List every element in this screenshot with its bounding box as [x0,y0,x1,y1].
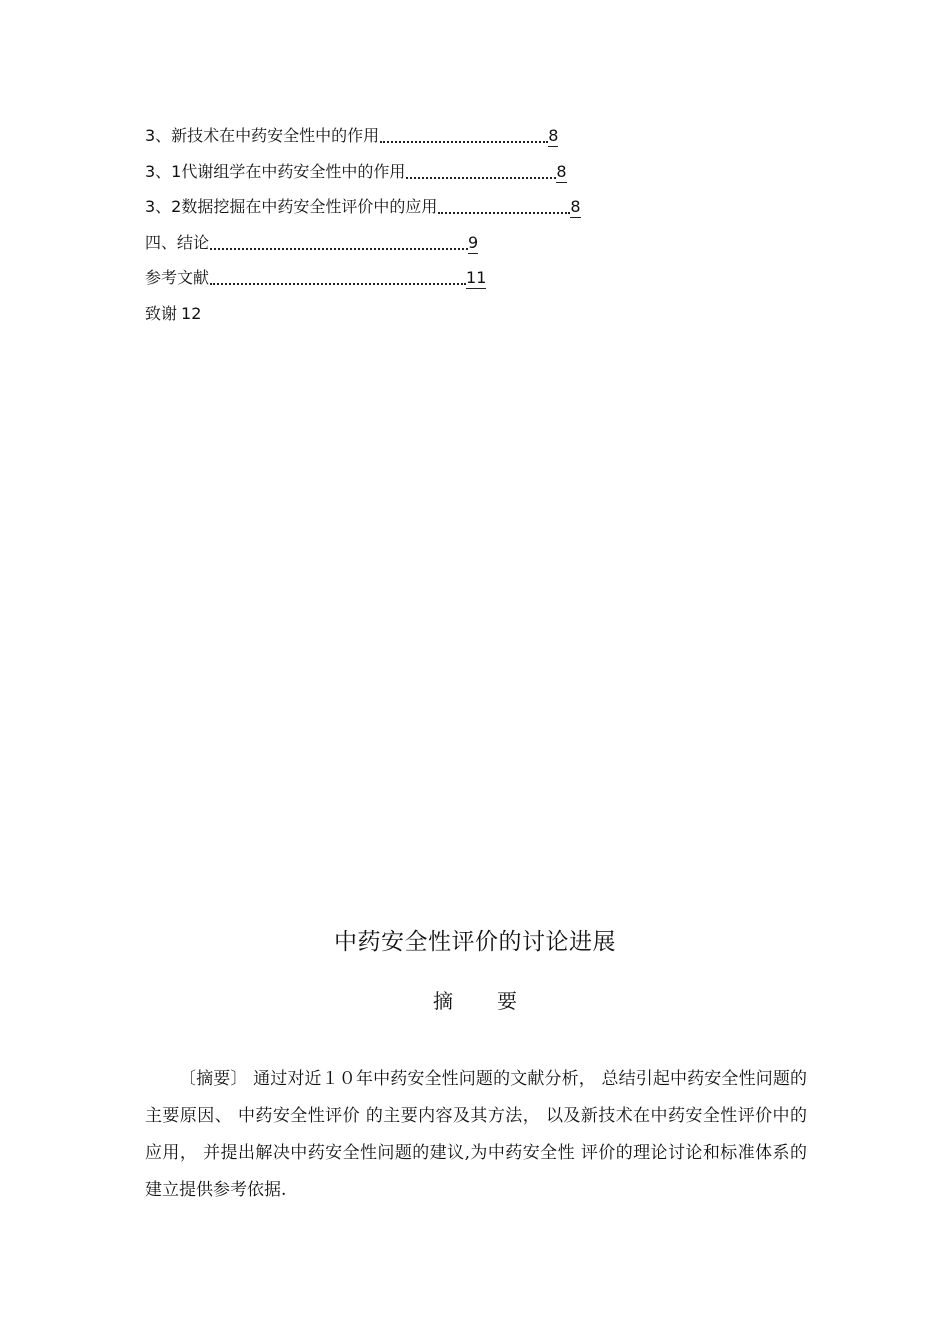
toc-entry-new-tech[interactable] [145,124,745,160]
table-of-contents [145,124,745,337]
toc-leader-dots [380,124,548,143]
toc-entry-page: 8 [548,126,559,145]
toc-entry-label: 3、新技术在中药安全性中的作用 [145,126,380,145]
toc-entry-references[interactable] [145,266,745,302]
abstract-heading [0,985,950,1017]
toc-entry-page: 8 [570,197,581,216]
toc-leader-dots [406,160,556,179]
abstract-paragraph: 〔摘要〕 通过对近１０年中药安全性问题的文献分析， 总结引起中药安全性问题的主要原因、 中药安全性评价 的主要内容及其方法， 以及新技术在中药安全性评价中的应用， 并提出解决中药安全性问题的建议,为中药安全性 评价的理论讨论和标准体系的建立提供参考依据. [145,1069,807,1200]
toc-entry-page: 9 [468,232,479,252]
toc-entry-label: 致谢 [145,303,178,323]
toc-entry-conclusion[interactable] [145,231,745,267]
abstract-heading-char-1: 摘 [433,989,453,1013]
toc-leader-dots [210,231,468,250]
toc-entry-page: 8 [556,161,567,181]
toc-entry-label: 四、结论 [145,232,210,252]
abstract-heading-char-2: 要 [497,989,517,1013]
toc-entry-label: 参考文献 [145,268,210,287]
toc-entry-acknowledgements[interactable] [145,302,745,338]
toc-entry-label: 3、2数据挖掘在中药安全性评价中的应用 [145,197,438,216]
toc-entry-metabolomics[interactable] [145,160,745,196]
toc-leader-dots [438,195,570,214]
toc-entry-page: 11 [466,268,487,287]
document-title: 中药安全性评价的讨论进展 [334,929,616,956]
toc-entry-page: 12 [181,303,202,323]
toc-entry-data-mining[interactable] [145,195,745,231]
toc-leader-dots [210,266,466,285]
toc-entry-label: 3、1代谢组学在中药安全性中的作用 [145,161,406,181]
